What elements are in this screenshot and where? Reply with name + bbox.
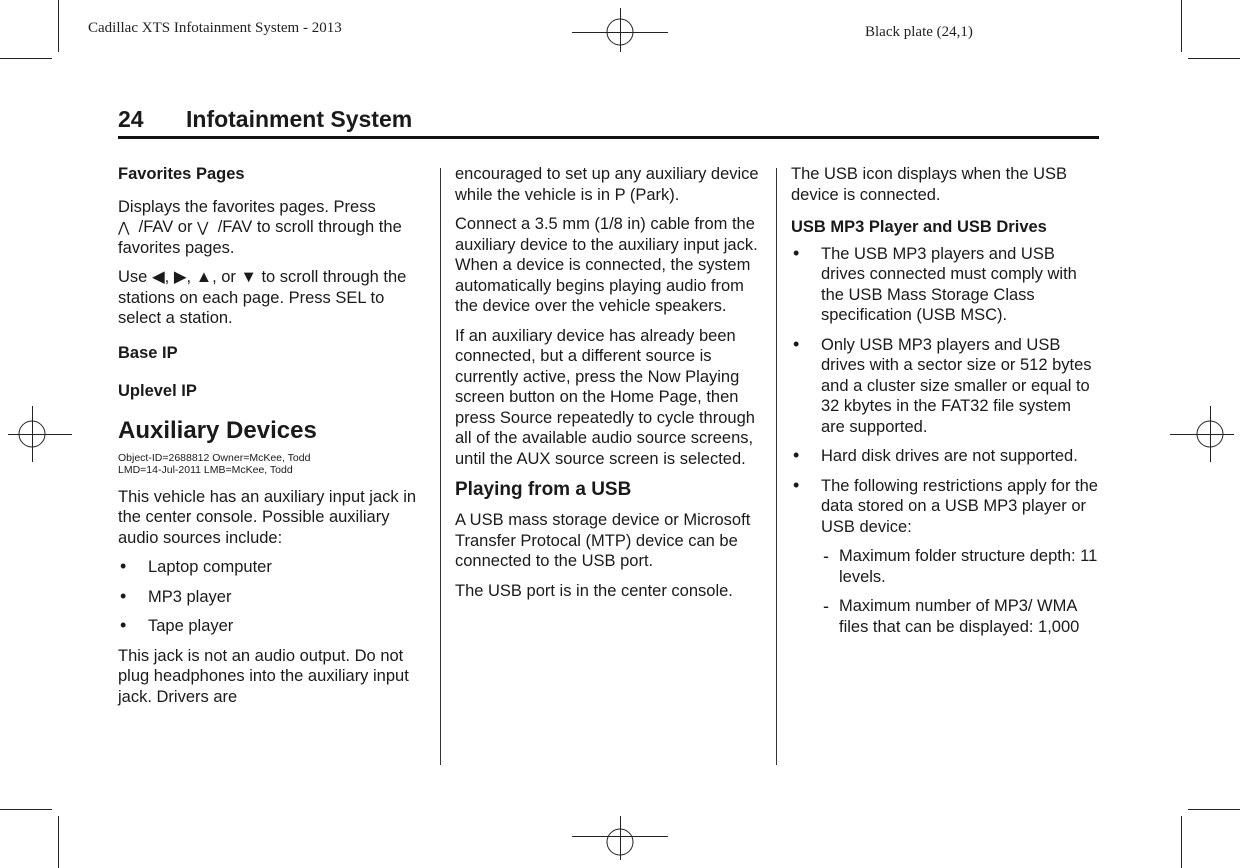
crop-mark: [1188, 809, 1240, 810]
registration-line: [620, 816, 621, 860]
list-item: • Laptop computer: [118, 557, 420, 578]
uplevel-ip-heading: Uplevel IP: [118, 382, 197, 400]
print-header-left: Cadillac XTS Infotainment System - 2013: [88, 20, 342, 36]
crop-mark: [58, 816, 59, 868]
list-item: • Only USB MP3 players and USB drives with a sector size or 512 bytes and a cluster size smaller or equal to 32 kbytes in the FAT32 file system are supported.: [791, 335, 1099, 438]
favorites-paragraph: [118, 197, 420, 259]
encouraged-paragraph: encouraged to set up any auxiliary device while the vehicle is in P (Park).: [455, 165, 759, 204]
page-title: Infotainment System: [186, 106, 413, 132]
usb-drives-heading: USB MP3 Player and USB Drives: [791, 218, 1047, 236]
metadata-line: LMD=14-Jul-2011 LMB=McKee, Todd: [118, 463, 293, 476]
text-span: to scroll through the stations on each page. Press SEL to select a station.: [118, 268, 407, 327]
usb-port-paragraph: The USB port is in the center console.: [455, 581, 733, 600]
list-item: [791, 476, 1099, 638]
crop-mark: [58, 0, 59, 52]
connect-paragraph: Connect a 3.5 mm (1/8 in) cable from the auxiliary device to the auxiliary input jack. When a device is connected, the system automatically begins playing audio from the device over the vehicle speakers.: [455, 215, 758, 315]
registration-line: [8, 434, 72, 435]
column-divider: [776, 168, 777, 765]
crop-mark: [1181, 0, 1182, 52]
aux-sources-list: [118, 557, 420, 637]
crop-mark: [0, 58, 52, 59]
registration-line: [620, 8, 621, 52]
crop-mark: [1181, 816, 1182, 868]
arrow-up-icon: ▲: [195, 268, 213, 286]
print-header-right: Black plate (24,1): [865, 24, 973, 40]
list-item: • Tape player: [118, 616, 420, 637]
usb-requirements-list: [791, 244, 1099, 638]
column-3: [791, 164, 1099, 646]
text-span: , or: [212, 268, 236, 286]
text-span: ,: [186, 268, 192, 286]
text-span: /FAV or: [138, 218, 193, 236]
crop-mark: [0, 809, 52, 810]
text-span: ,: [164, 268, 170, 286]
vehicle-paragraph: This vehicle has an auxiliary input jack in the center console. Possible auxiliary audio sources include:: [118, 487, 417, 547]
column-2: [455, 164, 763, 610]
base-ip-heading: Base IP: [118, 343, 178, 362]
text-span: /FAV to scroll through the favorites pages.: [118, 218, 402, 257]
already-connected-paragraph: If an auxiliary device has already been connected, but a different source is currently active, press the Now Playing screen button on the Home Page, then press Source repeatedly to cycle through all of the available audio source screens, until the AUX source screen is selected.: [455, 326, 755, 468]
list-item: • The USB MP3 players and USB drives connected must comply with the USB Mass Storage Class specification (USB MSC).: [791, 244, 1099, 326]
list-item: - Maximum folder structure depth: 11 levels.: [821, 546, 1099, 587]
auxiliary-devices-heading: Auxiliary Devices: [118, 416, 317, 444]
list-item: • MP3 player: [118, 587, 420, 608]
chevron-up-icon: ⋀: [118, 219, 130, 235]
column-divider: [440, 168, 441, 765]
object-metadata: [118, 452, 420, 476]
registration-line: [32, 406, 33, 462]
page-number: 24: [118, 106, 144, 132]
favorites-heading: Favorites Pages: [118, 165, 245, 183]
restrictions-list: [821, 546, 1099, 637]
text-span: Use: [118, 268, 148, 286]
mass-storage-paragraph: A USB mass storage device or Microsoft Transfer Protocal (MTP) device can be connected to the USB port.: [455, 511, 751, 570]
text-span: The following restrictions apply for the data stored on a USB MP3 player or USB device:: [821, 476, 1098, 536]
crop-mark: [1188, 58, 1240, 59]
list-item: • Hard disk drives are not supported.: [791, 446, 1099, 467]
jack-paragraph: This jack is not an audio output. Do not plug headphones into the auxiliary input jack. Drivers are: [118, 646, 409, 706]
metadata-line: Object-ID=2688812 Owner=McKee, Todd: [118, 451, 311, 464]
arrow-right-icon: ▶: [173, 268, 187, 286]
page-header: [118, 102, 1099, 139]
column-1: [118, 164, 420, 716]
use-arrows-paragraph: [118, 267, 420, 329]
text-span: Displays the favorites pages. Press: [118, 197, 376, 216]
registration-line: [1210, 406, 1211, 462]
arrow-down-icon: ▼: [240, 268, 257, 286]
chevron-down-icon: ⋁: [197, 219, 209, 235]
arrow-left-icon: ◀: [151, 268, 165, 286]
playing-usb-heading: Playing from a USB: [455, 479, 632, 500]
usb-icon-paragraph: The USB icon displays when the USB device is connected.: [791, 165, 1068, 204]
registration-line: [1170, 434, 1234, 435]
list-item: - Maximum number of MP3/ WMA files that can be displayed: 1,000: [821, 596, 1099, 637]
